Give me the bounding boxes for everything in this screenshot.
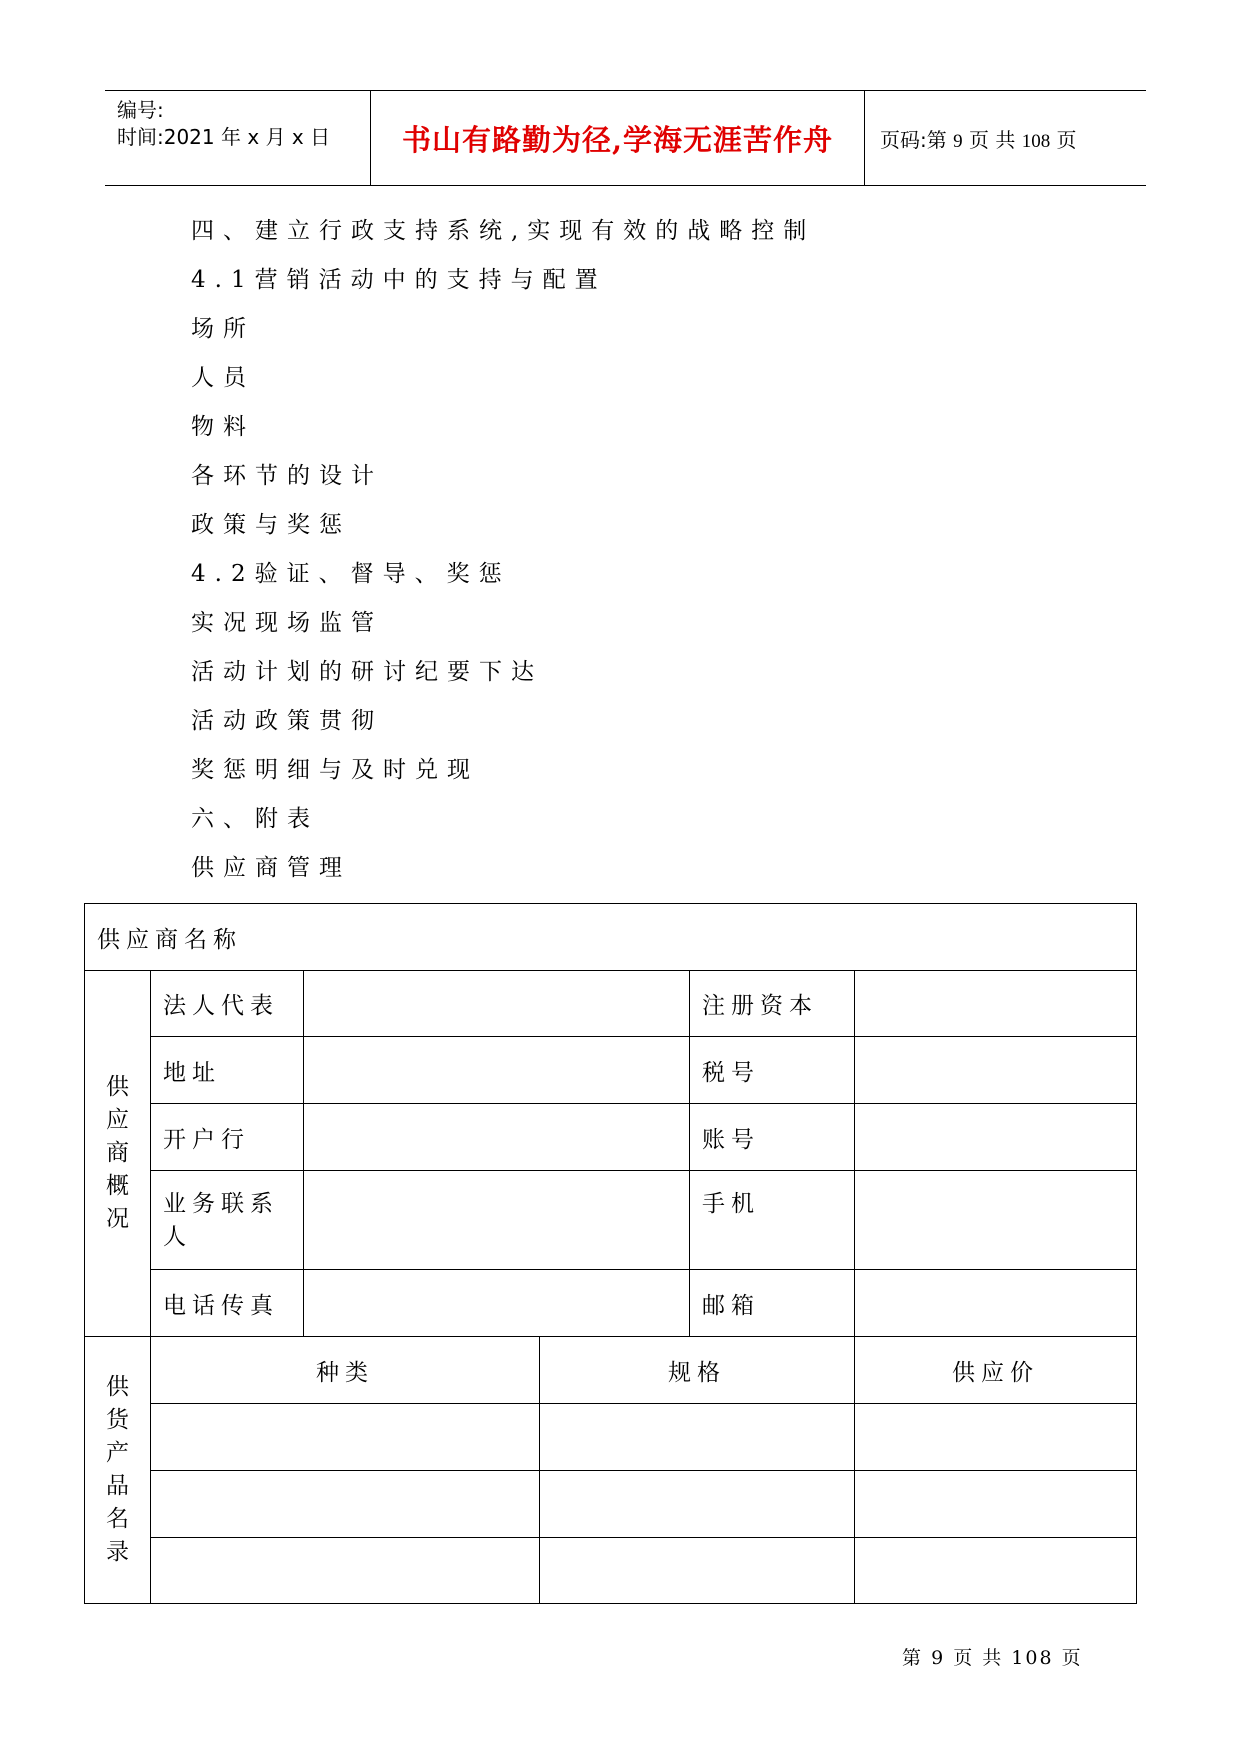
price-cell (855, 1404, 1137, 1471)
page-code: 页码:第 9 页 共 108 页 (880, 127, 1077, 152)
price-cell (855, 1471, 1137, 1538)
contact-label: 业务联系人 (151, 1171, 304, 1270)
bank-label: 开户行 (151, 1104, 304, 1171)
outline-line: 政策与奖惩 (191, 512, 351, 538)
legal-rep-label: 法人代表 (151, 971, 304, 1037)
overview-group-label: 供 应 商 概 况 (85, 971, 151, 1337)
phone-fax-label: 电话传真 (151, 1270, 304, 1337)
time-label: 时间:2021 年 x 月 x 日 (117, 125, 331, 149)
outline-line: 各环节的设计 (191, 463, 383, 489)
price-cell (855, 1538, 1137, 1604)
page-footer: 第 9 页 共 108 页 (902, 1647, 1083, 1669)
category-cell (151, 1404, 540, 1471)
mobile-field (855, 1171, 1137, 1270)
address-field (304, 1037, 690, 1104)
address-label: 地址 (151, 1037, 304, 1104)
tax-no-field (855, 1037, 1137, 1104)
outline-line: 4.2验证、督导、奖惩 (191, 561, 511, 587)
contact-field (304, 1171, 690, 1270)
spec-cell (540, 1404, 855, 1471)
category-header: 种类 (151, 1337, 540, 1404)
supplier-name-label: 供应商名称 (85, 904, 1137, 971)
header-page-cell (865, 91, 1146, 185)
outline-line: 人员 (191, 365, 255, 391)
tax-no-label: 税号 (690, 1037, 855, 1104)
outline-line: 奖惩明细与及时兑现 (191, 757, 479, 783)
category-cell (151, 1471, 540, 1538)
account-label: 账号 (690, 1104, 855, 1171)
email-field (855, 1270, 1137, 1337)
outline-line: 活动计划的研讨纪要下达 (191, 659, 543, 685)
account-field (855, 1104, 1137, 1171)
price-header: 供应价 (855, 1337, 1137, 1404)
outline-line: 供应商管理 (191, 855, 351, 881)
phone-fax-field (304, 1270, 690, 1337)
page-header (105, 90, 1146, 186)
email-label: 邮箱 (690, 1270, 855, 1337)
products-group-label: 供 货 产 品 名 录 (85, 1337, 151, 1604)
outline-line: 四、建立行政支持系统,实现有效的战略控制 (191, 218, 816, 244)
outline-line: 六、附表 (191, 806, 319, 832)
reg-capital-label: 注册资本 (690, 971, 855, 1037)
spec-header: 规格 (540, 1337, 855, 1404)
outline-line: 4.1营销活动中的支持与配置 (191, 267, 607, 293)
category-cell (151, 1538, 540, 1604)
reg-capital-field (855, 971, 1137, 1037)
outline-line: 场所 (191, 316, 255, 342)
header-motto-cell (371, 91, 865, 185)
supplier-table (84, 903, 1137, 1604)
legal-rep-field (304, 971, 690, 1037)
outline-line: 实况现场监管 (191, 610, 383, 636)
spec-cell (540, 1471, 855, 1538)
mobile-label: 手机 (690, 1171, 855, 1270)
bank-field (304, 1104, 690, 1171)
header-meta-cell (105, 91, 371, 185)
spec-cell (540, 1538, 855, 1604)
outline-line: 活动政策贯彻 (191, 708, 383, 734)
outline-line: 物料 (191, 414, 255, 440)
serial-label: 编号: (117, 98, 164, 122)
motto: 书山有路勤为径,学海无涯苦作舟 (401, 122, 834, 157)
